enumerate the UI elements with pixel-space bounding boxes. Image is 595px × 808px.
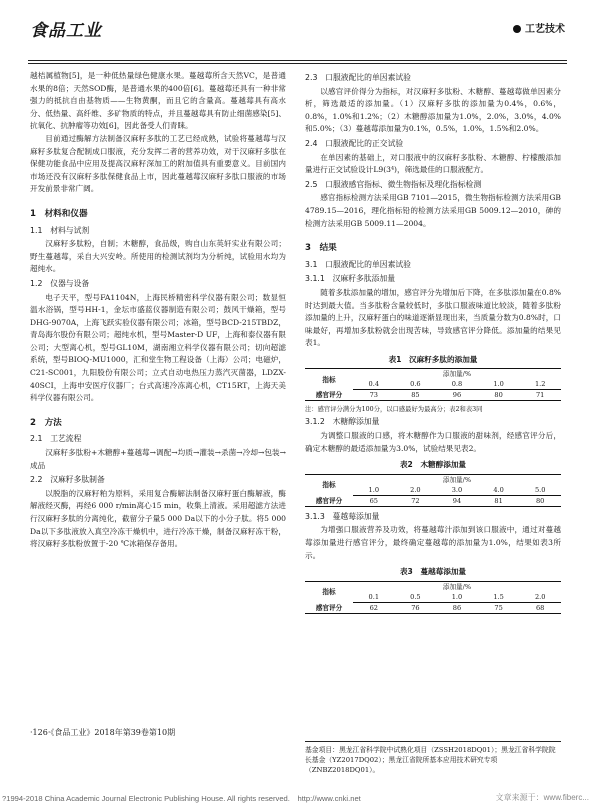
table-header: 添加量/% [353,474,561,485]
cranberry-text: 为增强口服液营养及功效，将蔓越莓汁添加到该口服液中，通过对蔓越莓添加量进行感官评分，最终确定蔓越莓的添加量为1.0%，结果如表3所示。 [305,525,561,560]
table-row-label: 感官评分 [305,390,353,401]
table-label: 指标 [305,581,353,602]
header-divider-thin [28,63,567,64]
watermark: 文章来源于：www.fiberc... [495,793,589,802]
peptide-amount-text: 随着多肽添加量的增加，感官评分先增加后下降，在多肽添加量在0.8%时达到最大值。当多肽粉含量较低时，多肽口服液味道比较淡，随着多肽粉添加量的上升，汉麻籽蛋白的味道逐渐显现出来，当质量分数为0.8%时，口味最好，再增加多肽粉就会出现苦味，导致感官评分降低。添加量的结果见表1。 [305,287,561,348]
heading-peptide-prep: 2.2 汉麻籽多肽制备 [30,475,105,485]
table-cell: 94 [436,495,478,506]
table-cell: 0.8 [436,379,478,390]
table-cell: 72 [395,495,437,506]
table-cell: 1.0 [353,485,395,496]
right-column [305,70,561,618]
table-cell: 0.1 [353,592,395,603]
left-column [30,70,286,551]
table2 [305,474,561,507]
table2-caption: 表2 木糖醇添加量 [399,460,467,470]
intro-paragraph-2: 目前通过酶解方法制备汉麻籽多肽的工艺已经成熟，试验将蔓越莓与汉麻籽多肽复合配制成口服液，充分发挥二者的营养功效，对于汉麻籽多肽在保健功能食品中应用及提高汉麻籽深加工的附加值具有重要意义。目前国内市场还没有汉麻籽多肽保健食品上市，因此蔓越莓汉麻籽多肽口服液的市场开发前景非常广阔。 [30,133,286,194]
heading-materials-reagents: 1.1 材料与试剂 [30,225,90,235]
table-cell: 2.0 [519,592,561,603]
bullet-icon [513,25,521,33]
table-header: 添加量/% [353,581,561,592]
materials-text: 汉麻籽多肽粉，自制；木糖醇，食品级，购自山东英轩实业有限公司；野生蔓越莓，采自大兴安岭。所使用的检测试剂均为分析纯，试验用水均为超纯水。 [30,239,286,274]
heading-results-single: 3.1 口服液配比的单因素试验 [305,259,411,269]
journal-logo: 食品工业 [30,21,102,41]
table-cell: 76 [395,602,437,613]
funding-note: 基金项目：黑龙江省科学院中试熟化项目（ZSSH2018DQ01）；黑龙江省科学院院长基金（YZ2017DQ02）；黑龙江省院所基本应用技术研究专项（ZNBZ2018DQ01）。 [305,741,561,775]
detection-text: 感官指标检测方法采用GB 7101—2015，微生物指标检测方法采用GB 4789.15—2016，理化指标铅的检测方法采用GB 5009.12—2010，砷的检测方法采用GB 5009.11—2004。 [305,193,561,228]
peptide-prep-text: 以脱脂的汉麻籽粕为原料，采用复合酶解法制备汉麻籽蛋白酶解液，酶解液经灭酶，再经6 000 r/min离心15 min，收集上清液。采用超滤方法进行汉麻籽多肽的分离纯化，截留分子量5 000 Da以下的小分子肽。将5 000 Da以下多肽液放入真空冷冻干燥机中，进行冷冻干燥，制备汉麻籽冻干粉，将汉麻籽多肽粉放置于-20 ℃冰箱保存备用。 [30,488,286,549]
heading-instruments: 1.2 仪器与设备 [30,278,90,288]
single-factor-text: 以感官评价得分为指标，对汉麻籽多肽粉、木糖醇、蔓越莓做单因素分析，筛选最适的添加量。（1）汉麻籽多肽的添加量为0.4%，0.6%，0.8%，1.0%和1.2%；（2）木糖醇添加量为1.0%，2.0%，3.0%，4.0%和5.0%；（3）蔓越莓添加量为0.1%，0.5%，1.0%，1.5%和2.0%。 [305,86,561,134]
process-flow-text: 汉麻籽多肽粉+木糖醇+蔓越莓→调配→均质→灌装→杀菌→冷却→包装→成品 [30,448,286,470]
table-cell: 75 [478,602,520,613]
table-cell: 1.0 [478,379,520,390]
table-cell: 3.0 [436,485,478,496]
table3 [305,581,561,614]
header-divider [28,60,567,61]
table-cell: 73 [353,390,395,401]
heading-peptide-amount: 3.1.1 汉麻籽多肽添加量 [305,274,396,284]
table-cell: 71 [519,390,561,401]
table-cell: 96 [436,390,478,401]
table-cell: 0.5 [395,592,437,603]
table-label: 指标 [305,369,353,390]
table1-caption: 表1 汉麻籽多肽的添加量 [388,354,478,364]
heading-xylitol: 3.1.2 木糖醇添加量 [305,417,380,427]
table3-caption: 表3 蔓越莓添加量 [399,567,467,577]
section-label: 工艺技术 [525,24,565,35]
table-row-label: 感官评分 [305,495,353,506]
heading-single-factor: 2.3 口服液配比的单因素试验 [305,73,411,82]
heading-materials: 1 材料和仪器 [30,208,88,219]
table-row-label: 感官评分 [305,602,353,613]
section-tag [513,20,565,35]
table-cell: 81 [478,495,520,506]
table-cell: 4.0 [478,485,520,496]
table1 [305,368,561,401]
table-cell: 2.0 [395,485,437,496]
table-cell: 86 [436,602,478,613]
table-cell: 65 [353,495,395,506]
table1-note: 注：感官评分满分为100分，以口感最好为最高分；表2和表3同 [305,406,483,414]
table-cell: 0.4 [353,379,395,390]
table-cell: 1.0 [436,592,478,603]
copyright-line: ?1994-2018 China Academic Journal Electronic Publishing House. All rights reserved. http://www.cnki.net [2,794,361,803]
heading-results: 3 结果 [305,243,337,254]
table-cell: 5.0 [519,485,561,496]
intro-paragraph-1: 越桔属植物[5]，是一种低热量绿色健康水果。蔓越莓所含天然VC，是普通水果的8倍；天然SOD酶，是普通水果的400倍[6]。蔓越莓还具有一种非常强力的抵抗自由基物质——生物黄酮，而且它的含量高。蔓越莓具有高水分、低热量、高纤维、多矿物质的特点，并且蔓越莓具有防止细菌感染[5]、抗氧化、抗肿瘤等功效[6]，因此备受人们青睐。 [30,71,286,131]
xylitol-text: 为调整口服液的口感，将木糖醇作为口服液的甜味剂，经感官评分后，确定木糖醇的最适添加量为3.0%，试验结果见表2。 [305,431,561,453]
table-cell: 80 [478,390,520,401]
table-cell: 85 [395,390,437,401]
heading-cranberry: 3.1.3 蔓越莓添加量 [305,511,380,521]
heading-detection: 2.5 口服液感官指标、微生物指标及理化指标检测 [305,179,482,189]
table-cell: 0.6 [395,379,437,390]
table-label: 指标 [305,474,353,495]
page-footer: ·126·《食品工业》2018年第39卷第10期 [30,728,176,737]
table-cell: 62 [353,602,395,613]
table-cell: 1.2 [519,379,561,390]
instruments-text: 电子天平，型号FA1104N，上海民桥精密科学仪器有限公司；数显恒温水浴锅，型号HH-1，金坛市盛蓝仪器制造有限公司；鼓风干燥箱，型号DHG-9070A，上海飞跃实验仪器有限公司；冰箱，型号BCD-215TBDZ，青岛海尔股份有限公司；超纯水机，型号Master-D UF，上海和泰仪器有限公司；大型离心机，型号GL10M，湖南湘立科学仪器有限公司；切向超滤系统，型号BIOQ-MU1000，汇和堂生物工程设备（上海）公司；电磁炉，C21-SC001，九阳股份有限公司；立式自动电热压力蒸汽灭菌器，LDZX-40SCI，上海申安医疗仪器厂；台式高速冷冻离心机，CT15RT，上海天美科学仪器有限公司。 [30,292,286,403]
heading-methods: 2 方法 [30,417,62,428]
table-header: 添加量/% [353,369,561,380]
table-cell: 68 [519,602,561,613]
orthogonal-text: 在单因素的基础上，对口服液中的汉麻籽多肽粉、木糖醇、柠檬酸添加量进行正交试验设计L9(3⁴)，筛选最佳的口服液配方。 [305,152,561,175]
heading-process-flow: 2.1 工艺流程 [30,434,82,444]
table-cell: 1.5 [478,592,520,603]
table-cell: 80 [519,495,561,506]
heading-orthogonal: 2.4 口服液配比的正交试验 [305,138,404,148]
